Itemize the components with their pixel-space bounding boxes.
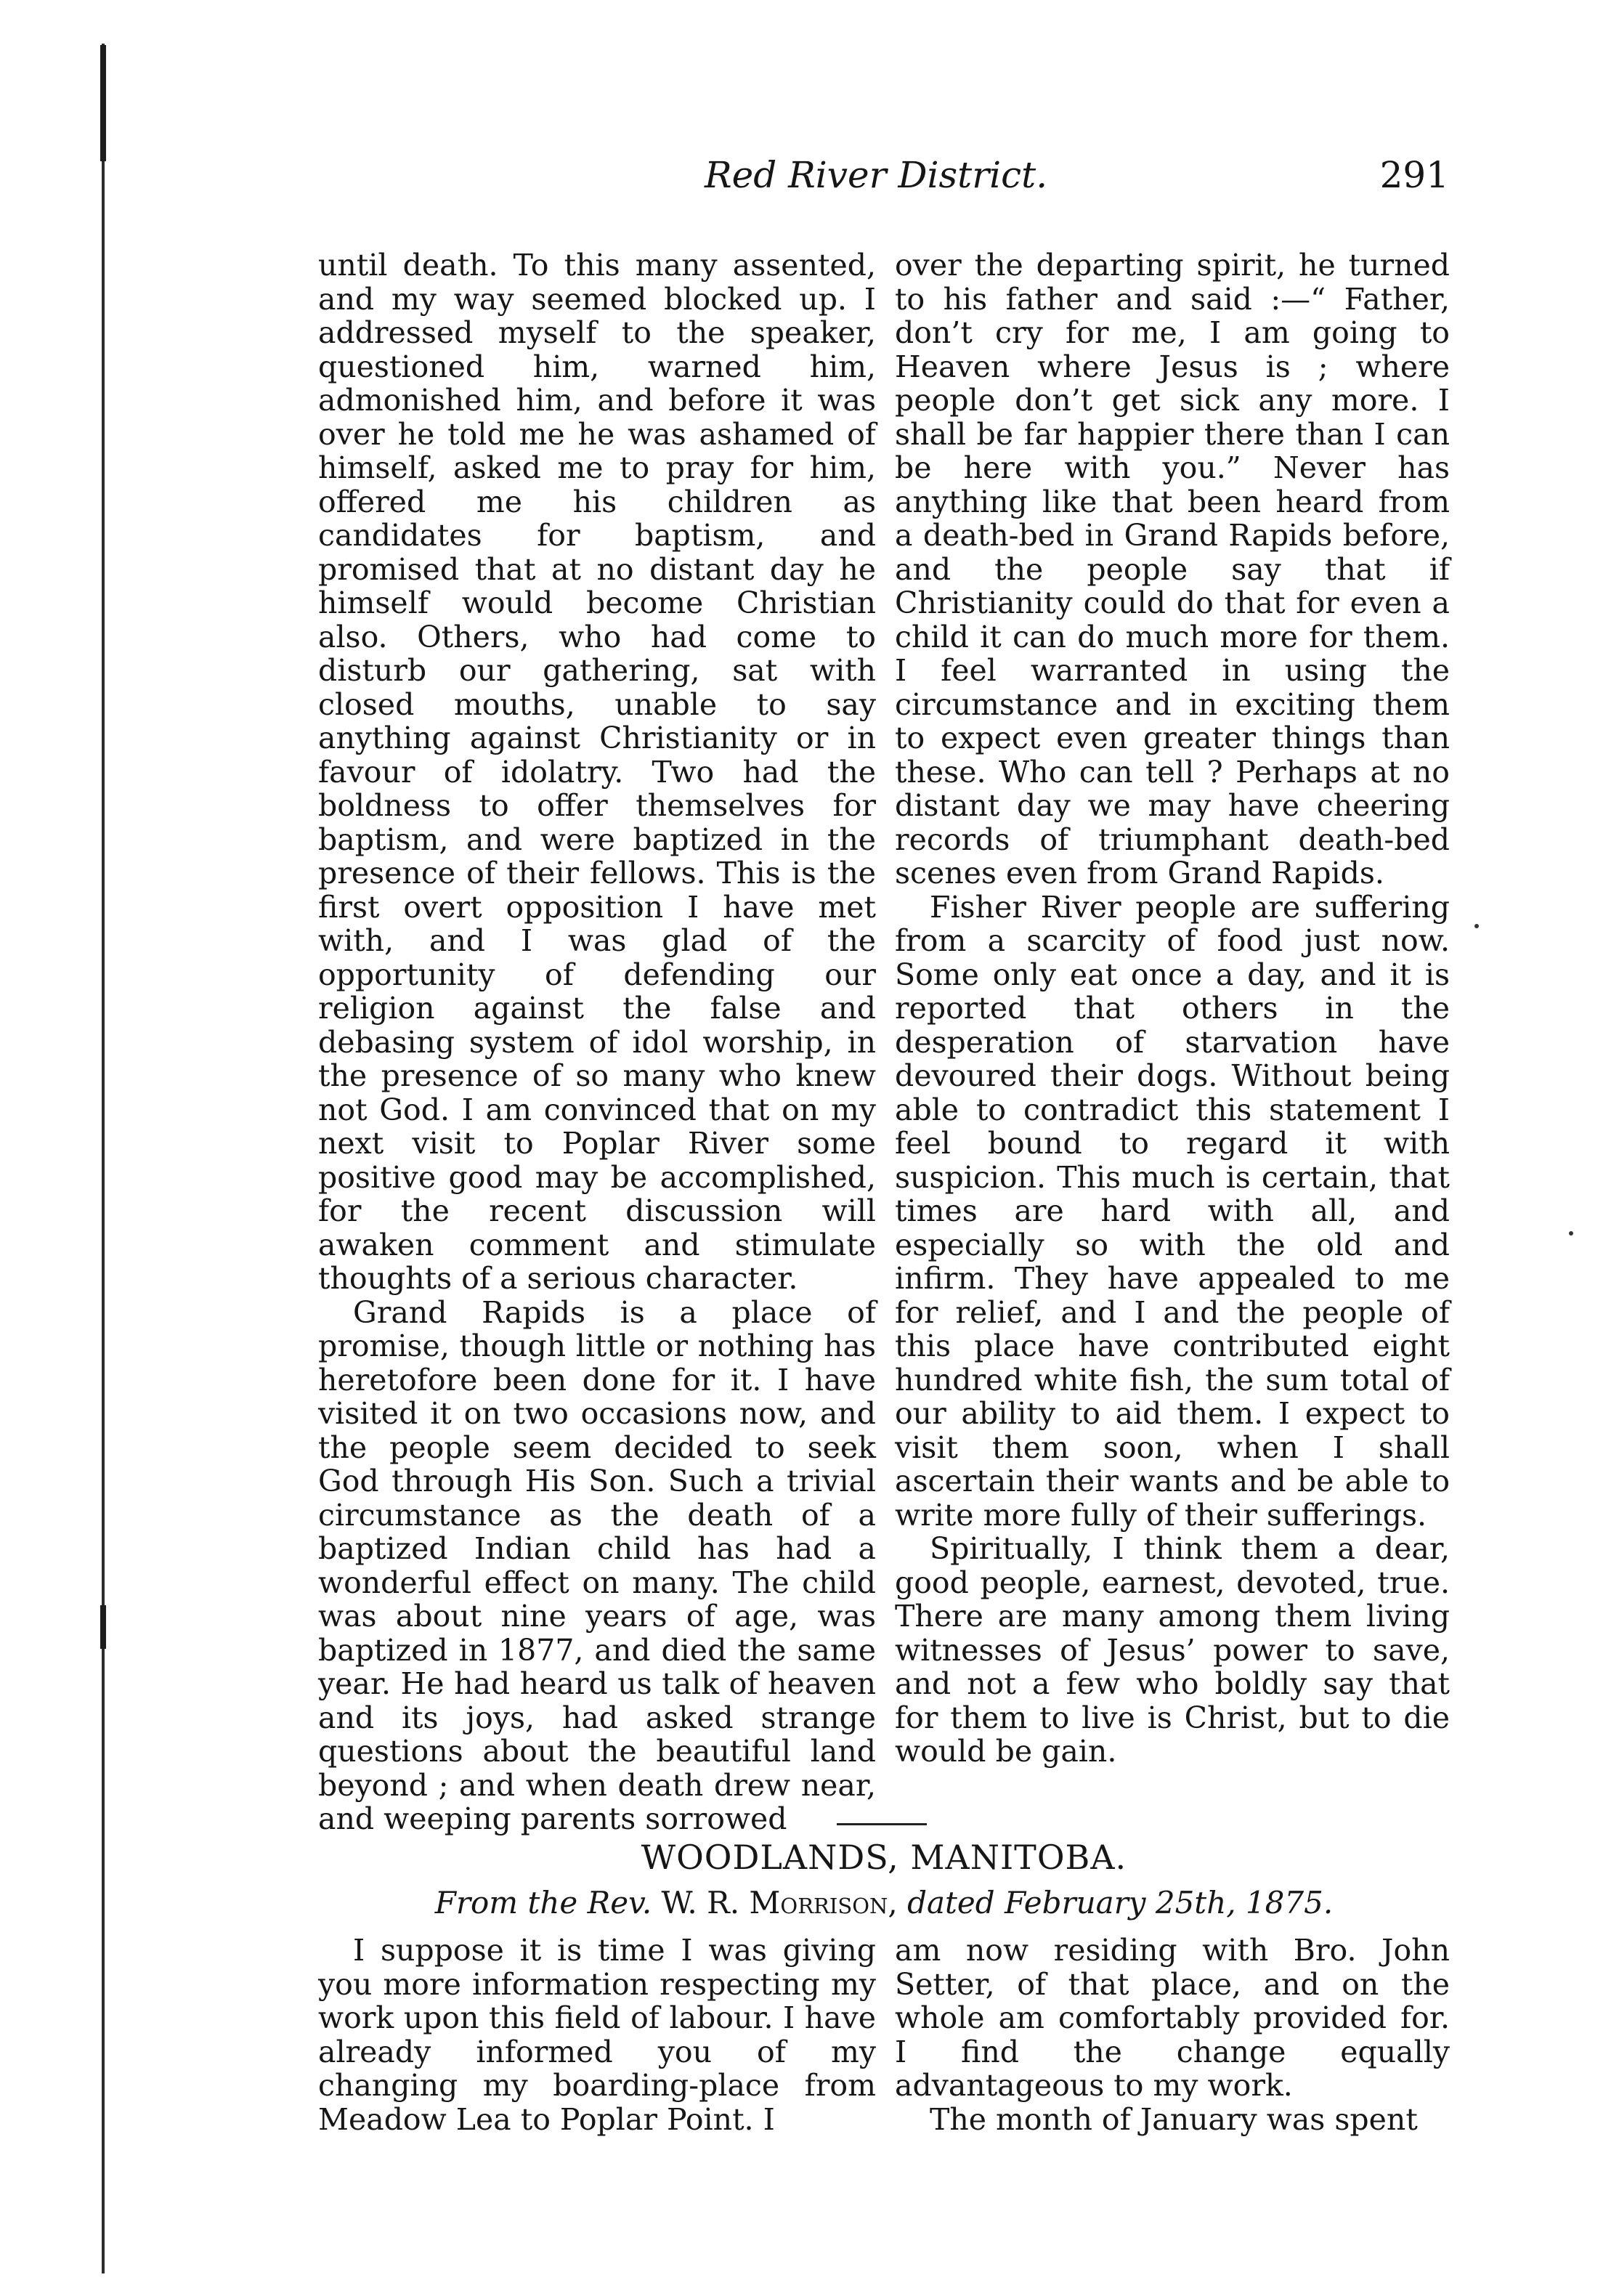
paragraph: am now residing with Bro. John Setter, of that place, and on the whole am comfortably provided for. I find the change equally advantageous to my work.	[895, 1933, 1450, 2103]
binding-edge-mark	[100, 45, 106, 161]
paragraph: Fisher River people are suffering from a scarcity of food just now. Some only eat once a day, and it is reported that others in the desperation of starvation have devoured their dogs. Without being able to contradict this statement I feel bound to regard it with suspicion. This much is certain, that times are hard with all, and especially so with the old and infirm. They have appealed to me for relief, and I and the people of this place have contributed eight hundred white fish, the sum total of our ability to aid them. I expect to visit them soon, when I shall ascertain their wants and be able to write more fully of their sufferings.	[895, 889, 1450, 1533]
right-column	[895, 248, 1450, 1769]
paragraph: The month of January was spent	[930, 2101, 1418, 2137]
running-title: Red River District.	[705, 154, 1048, 196]
section-byline	[318, 1885, 1450, 1920]
byline-date: dated February 25th, 1875.	[907, 1885, 1334, 1920]
section-title: WOODLANDS, MANITOBA.	[641, 1838, 1127, 1877]
section-left-column	[318, 1934, 876, 2136]
paragraph: until death. To this many assented, and my way seemed blocked up. I addressed myself to the speaker, questioned him, warned him, admonished him, and before it was over he told me he was ashamed of himself, asked me to pray for him, offered me his children as candidates for baptism, and promised that at no distant day he himself would become Christian also. Others, who had come to disturb our gathering, sat with closed mouths, unable to say anything against Christianity or in favour of idolatry. Two had the boldness to offer themselves for baptism, and were baptized in the presence of their fellows. This is the first overt opposition I have met with, and I was glad of the opportunity of defending our religion against the false and debasing system of idol worship, in the presence of so many who knew not God. I am convinced that on my next visit to Poplar River some positive good may be accomplished, for the recent discussion will awaken comment and stimulate thoughts of a serious character.	[318, 248, 876, 1296]
page-number: 291	[1379, 154, 1449, 196]
byline-from: From the Rev.	[434, 1885, 652, 1920]
section-divider	[837, 1823, 927, 1825]
section-right-column	[895, 1934, 1450, 2136]
binding-edge-mark	[100, 1605, 106, 1649]
byline-initials: W. R.	[661, 1885, 740, 1920]
binding-edge-line	[102, 44, 105, 2273]
running-head	[320, 154, 1449, 206]
byline-name: Morrison,	[749, 1885, 898, 1920]
left-column	[318, 248, 876, 1836]
paragraph: Grand Rapids is a place of promise, though little or nothing has heretofore been done for it. I have visited it on two occasions now, and the people seem decided to seek God through His Son. Such a trivial circumstance as the death of a baptized Indian child has had a wonderful effect on many. The child was about nine years of age, was baptized in 1877, and died the same year. He had heard us talk of heaven and its joys, had asked strange questions about the beautiful land beyond ; and when death drew near, and weeping parents sorrowed	[318, 1294, 876, 1836]
print-speck	[1474, 924, 1479, 928]
paragraph: Spiritually, I think them a dear, good people, earnest, devoted, true. There are many among them living witnesses of Jesus’ power to save, and not a few who boldly say that for them to live is Christ, but to die would be gain.	[895, 1531, 1450, 1769]
print-speck	[1569, 1231, 1573, 1236]
paragraph: I suppose it is time I was giving you more information respecting my work upon this field of labour. I have already informed you of my changing my boarding-place from Meadow Lea to Poplar Point. I	[318, 1933, 876, 2137]
paragraph: over the departing spirit, he turned to his father and said :—“ Father, don’t cry for me, I am going to Heaven where Jesus is ; where people don’t get sick any more. I shall be far happier there than I can be here with you.” Never has anything like that been heard from a death-bed in Grand Rapids before, and the people say that if Christianity could do that for even a child it can do much more for them. I feel warranted in using the circumstance and in exciting them to expect even greater things than these. Who can tell ? Perhaps at no distant day we may have cheering records of triumphant death-bed scenes even from Grand Rapids.	[895, 248, 1450, 891]
